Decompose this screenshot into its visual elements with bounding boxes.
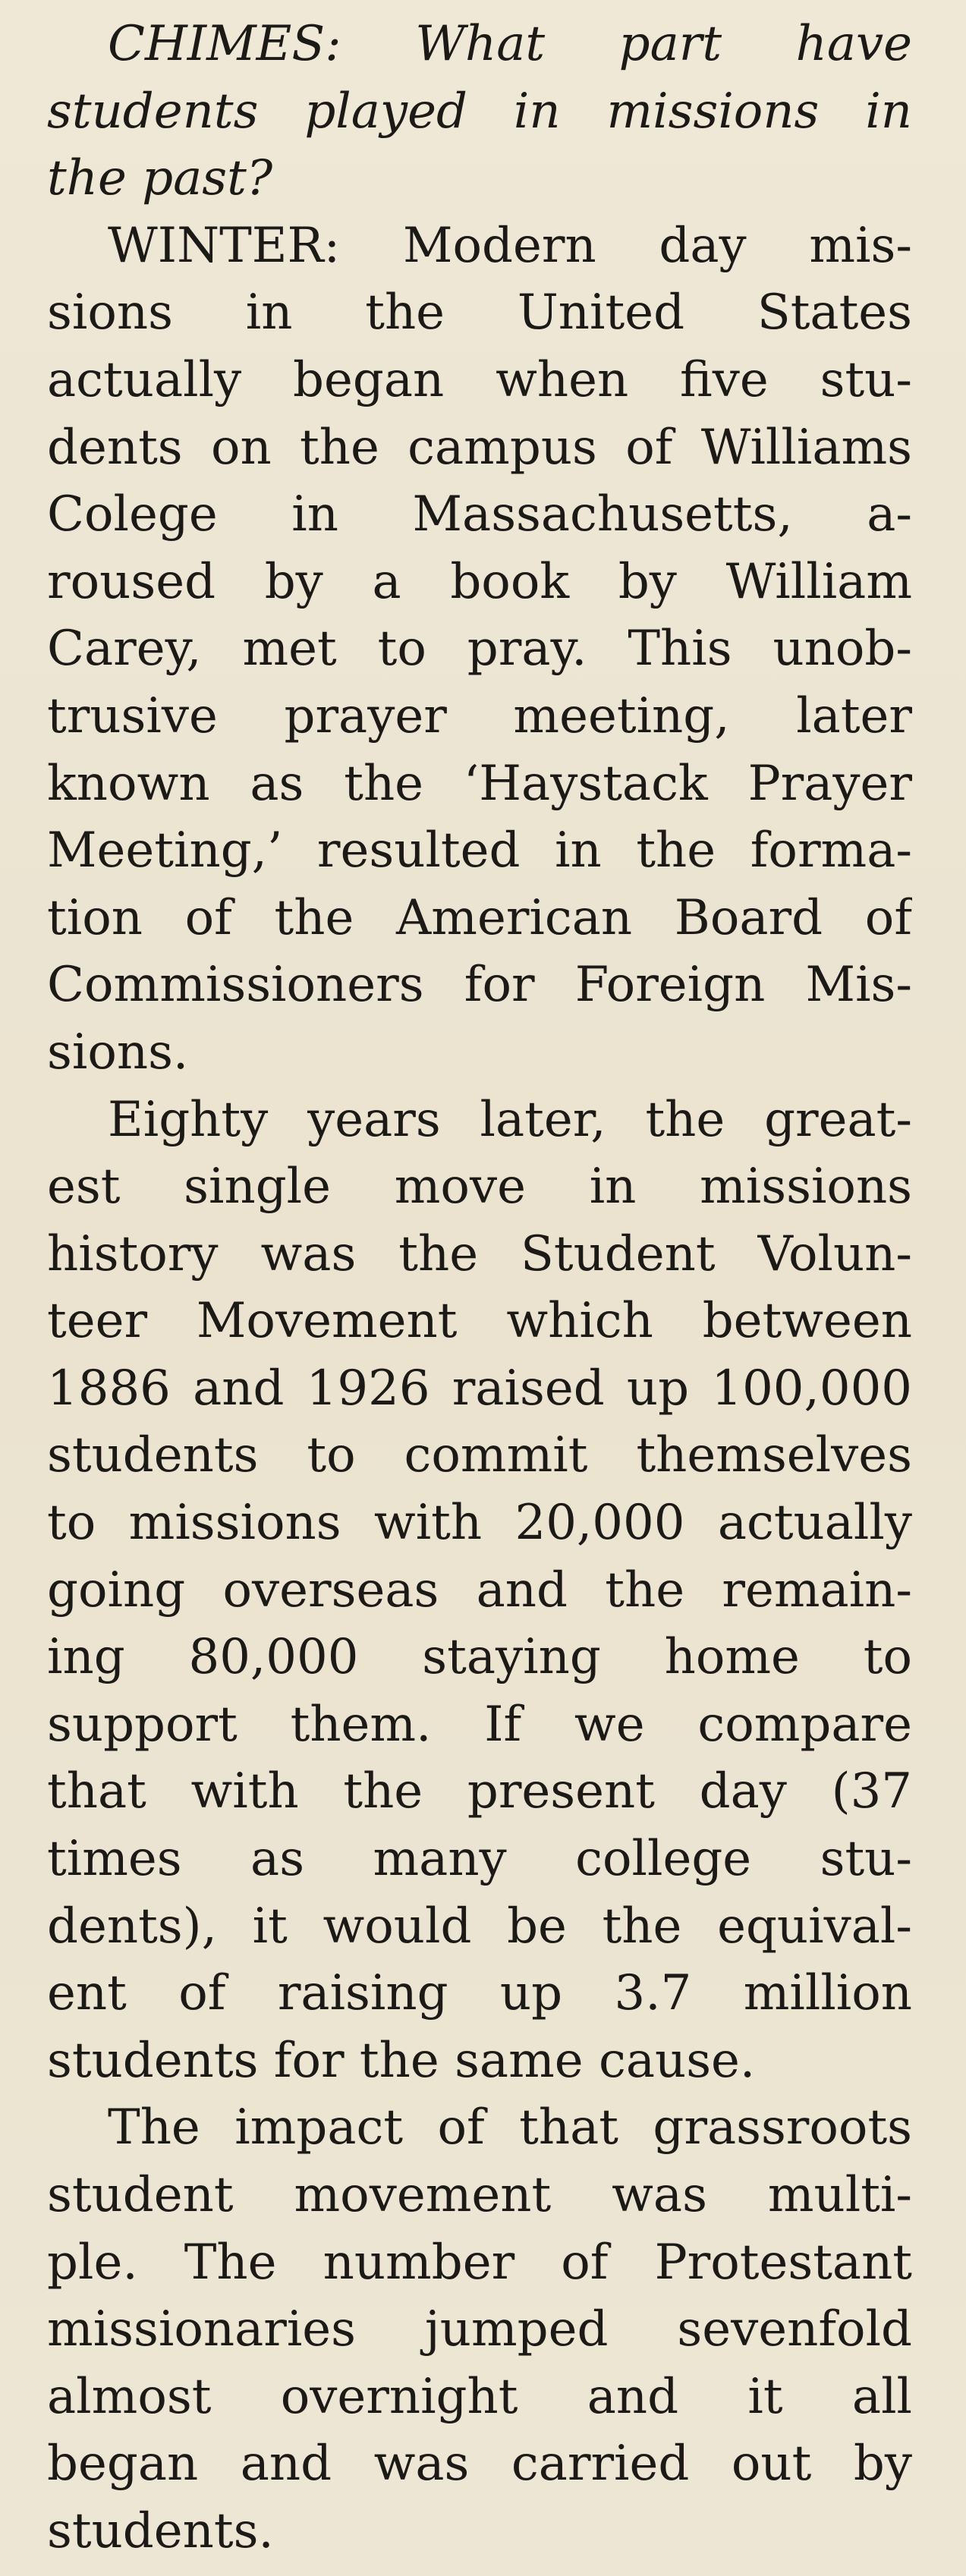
paragraph-line: support them. If we compare <box>47 1696 912 1753</box>
answer-paragraph-3 <box>47 2094 912 2565</box>
paragraph-line: teer Movement which between <box>47 1293 912 1350</box>
paragraph-line: The impact of that grassroots <box>108 2099 912 2156</box>
paragraph-line: to missions with 20,000 actually <box>47 1495 912 1552</box>
paragraph-line: student movement was multi- <box>47 2167 912 2223</box>
paragraph-line: ing 80,000 staying home to <box>47 1629 912 1686</box>
question-line: CHIMES: What part have <box>108 16 912 72</box>
paragraph-line: trusive prayer meeting, later <box>47 687 912 744</box>
paragraph-line: Commissioners for Foreign Mis- <box>47 957 912 1014</box>
paragraph-line: ent of raising up 3.7 million <box>47 1965 912 2022</box>
paragraph-line: students. <box>47 2502 274 2559</box>
answer-paragraph-2 <box>47 1087 912 2095</box>
paragraph-line: sions. <box>47 1024 189 1080</box>
paragraph-line: est single move in missions <box>47 1159 912 1216</box>
question-line: students played in missions in <box>47 83 912 140</box>
paragraph-line: sions in the United States <box>47 285 912 341</box>
paragraph-line: students to commit themselves <box>47 1427 912 1484</box>
paragraph-line: Meeting,’ resulted in the forma- <box>47 822 912 879</box>
paragraph-line: tion of the American Board of <box>47 889 912 946</box>
paragraph-line: almost overnight and it all <box>47 2368 912 2425</box>
answer-paragraph-1 <box>47 212 912 1087</box>
paragraph-line: ple. The number of Protestant <box>47 2234 912 2291</box>
paragraph-line: known as the ‘Haystack Prayer <box>47 755 912 812</box>
paragraph-line: began and was carried out by <box>47 2436 912 2493</box>
paragraph-line: dents), it would be the equival- <box>47 1898 912 1955</box>
paragraph-line: history was the Student Volun- <box>47 1225 912 1282</box>
paragraph-line: actually began when five stu- <box>47 351 912 408</box>
paragraph-line: times as many college stu- <box>47 1831 912 1888</box>
paragraph-line: going overseas and the remain- <box>47 1562 912 1618</box>
paragraph-line: WINTER: Modern day mis- <box>108 217 912 274</box>
paragraph-line: Carey, met to pray. This unob- <box>47 621 912 678</box>
interview-question <box>47 11 912 212</box>
paragraph-line: Eighty years later, the great- <box>108 1091 912 1148</box>
article-column <box>47 11 912 2565</box>
paragraph-line: Colege in Massachusetts, a- <box>47 486 912 543</box>
question-line: the past? <box>47 150 273 207</box>
paragraph-line: that with the present day (37 <box>47 1763 912 1820</box>
paragraph-line: 1886 and 1926 raised up 100,000 <box>47 1360 912 1417</box>
paragraph-line: students for the same cause. <box>47 2032 756 2089</box>
paragraph-line: roused by a book by William <box>47 553 912 610</box>
paragraph-line: missionaries jumped sevenfold <box>47 2301 912 2358</box>
paragraph-line: dents on the campus of Williams <box>47 419 912 476</box>
